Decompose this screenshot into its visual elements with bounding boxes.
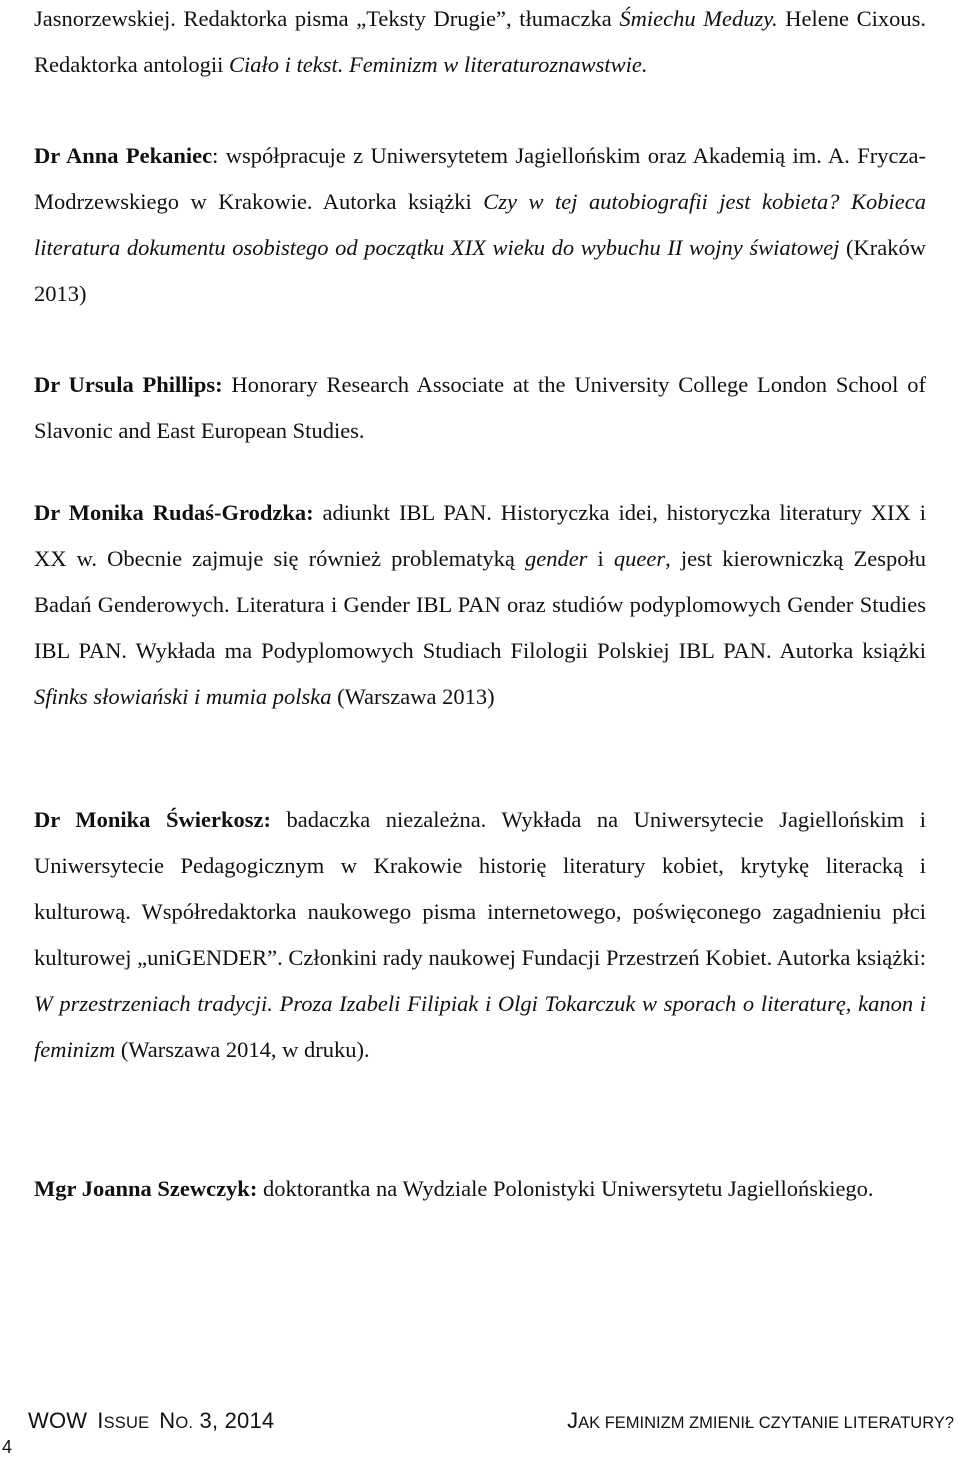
bio-text: adiunkt IBL PAN. Historyczka idei, historyczka literatury XIX i XX w. Obecnie zajmuje się również problematyką bbox=[34, 500, 926, 571]
bio-text: doktorantka na Wydziale Polonistyki Uniwersytetu Jagiellońskiego. bbox=[257, 1176, 874, 1201]
bio-pekaniec bbox=[34, 133, 926, 317]
bio-continuation bbox=[34, 0, 926, 88]
bio-text: (Kraków 2013) bbox=[34, 235, 926, 306]
author-name: Mgr Joanna Szewczyk: bbox=[34, 1176, 258, 1201]
book-title: Śmiechu Meduzy. bbox=[619, 6, 778, 31]
bio-phillips bbox=[34, 362, 926, 454]
issue-label-rest: SSUE bbox=[103, 1414, 150, 1432]
footer-journal bbox=[28, 1408, 274, 1434]
author-name: Dr Ursula Phillips: bbox=[34, 372, 223, 397]
title-initial: J bbox=[567, 1408, 579, 1433]
issue-number: 3, 2014 bbox=[199, 1408, 275, 1433]
journal-name: WOW bbox=[28, 1408, 88, 1433]
bio-text: (Warszawa 2014, w druku). bbox=[115, 1037, 370, 1062]
term: queer bbox=[613, 546, 666, 571]
author-name: Dr Monika Rudaś-Grodzka: bbox=[34, 500, 314, 525]
number-label-initial: N bbox=[159, 1408, 176, 1433]
term: gender bbox=[524, 546, 588, 571]
book-title: W przestrzeniach tradycji. Proza Izabeli Filipiak i Olgi Tokarczuk w sporach o literaturę, kanon i feminizm bbox=[34, 991, 926, 1062]
author-name: Dr Anna Pekaniec bbox=[34, 143, 213, 168]
bio-text: : współpracuje z Uniwersytetem Jagiellońskim oraz Akademią im. A. Frycza-Modrzewskiego w Krakowie. Autorka książki bbox=[34, 143, 926, 214]
bio-text: Jasnorzewskiej. Redaktorka pisma „Teksty Drugie”, tłumaczka bbox=[34, 6, 620, 31]
bio-text: Honorary Research Associate at the University College London School of Slavonic and East European Studies. bbox=[34, 372, 926, 443]
bio-swierkosz bbox=[34, 797, 926, 1073]
number-label-rest: O. bbox=[175, 1414, 194, 1432]
book-title: Ciało i tekst. Feminizm w literaturoznawstwie. bbox=[228, 52, 648, 77]
bio-text: badaczka niezależna. Wykłada na Uniwersytecie Jagiellońskim i Uniwersytecie Pedagogicznym w Krakowie historię literatury kobiet, krytykę literacką i kulturową. Współredaktorka naukowego pisma internetowego, poświęconego zagadnieniu płci kulturowej „uniGENDER”. Członkini rady naukowej Fundacji Przestrzeń Kobiet. Autorka książki: bbox=[34, 807, 926, 970]
book-title: Sfinks słowiański i mumia polska bbox=[34, 684, 332, 709]
bio-text: Helene Cixous. Redaktorka antologii bbox=[34, 6, 926, 77]
book-title: Czy w tej autobiografii jest kobieta? Kobieca literatura dokumentu osobistego od początku XIX wieku do wybuchu II wojny światowej bbox=[34, 189, 926, 260]
bio-rudas-grodzka bbox=[34, 490, 926, 720]
bio-text: , jest kierowniczką Zespołu Badań Genderowych. Literatura i Gender IBL PAN oraz studiów podyplomowych Gender Studies IBL PAN. Wykłada ma Podyplomowych Studiach Filologii Polskiej IBL PAN. Autorka książki bbox=[34, 546, 926, 663]
footer-title bbox=[567, 1408, 954, 1434]
bio-text: (Warszawa 2013) bbox=[331, 684, 495, 709]
bio-text: i bbox=[587, 546, 614, 571]
page-number: 4 bbox=[2, 1437, 13, 1457]
author-name: Dr Monika Świerkosz: bbox=[34, 807, 271, 832]
bio-szewczyk bbox=[34, 1166, 926, 1212]
title-rest: AK FEMINIZM ZMIENIŁ CZYTANIE LITERATURY? bbox=[578, 1414, 954, 1432]
issue-label-initial: I bbox=[97, 1408, 104, 1433]
